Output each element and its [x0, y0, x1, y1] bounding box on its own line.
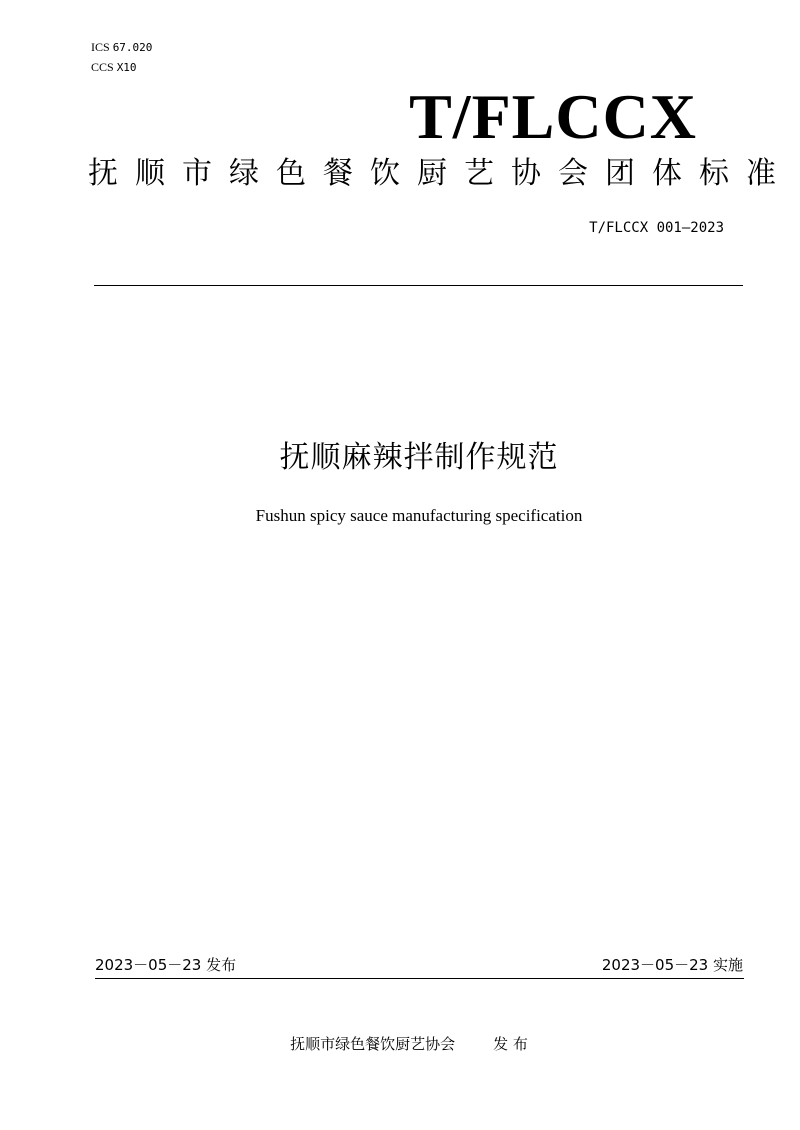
standard-type-title: 抚顺市绿色餐饮厨艺协会团体标准 — [88, 156, 793, 191]
publisher-line — [0, 1034, 800, 1054]
bottom-divider — [95, 978, 744, 979]
publish-date: 2023－05－23 发布 — [95, 956, 237, 974]
ics-value: 67.020 — [112, 41, 153, 54]
ics-code-line — [91, 40, 152, 55]
implementation-date: 2023－05－23 实施 — [601, 956, 743, 974]
standard-number: T/FLCCX 001—2023 — [589, 220, 724, 236]
top-divider — [94, 285, 743, 286]
publisher-action: 发 布 — [493, 1035, 528, 1053]
publisher-name: 抚顺市绿色餐饮厨艺协会 — [290, 1035, 456, 1053]
ics-label: ICS — [91, 40, 110, 54]
organization-code: T/FLCCX — [409, 81, 697, 152]
document-title-chinese: 抚顺麻辣拌制作规范 — [279, 440, 559, 475]
ccs-value: X10 — [116, 61, 137, 74]
ccs-label: CCS — [91, 60, 114, 74]
document-title-english: Fushun spicy sauce manufacturing specification — [255, 506, 583, 525]
ccs-code-line — [91, 60, 137, 75]
